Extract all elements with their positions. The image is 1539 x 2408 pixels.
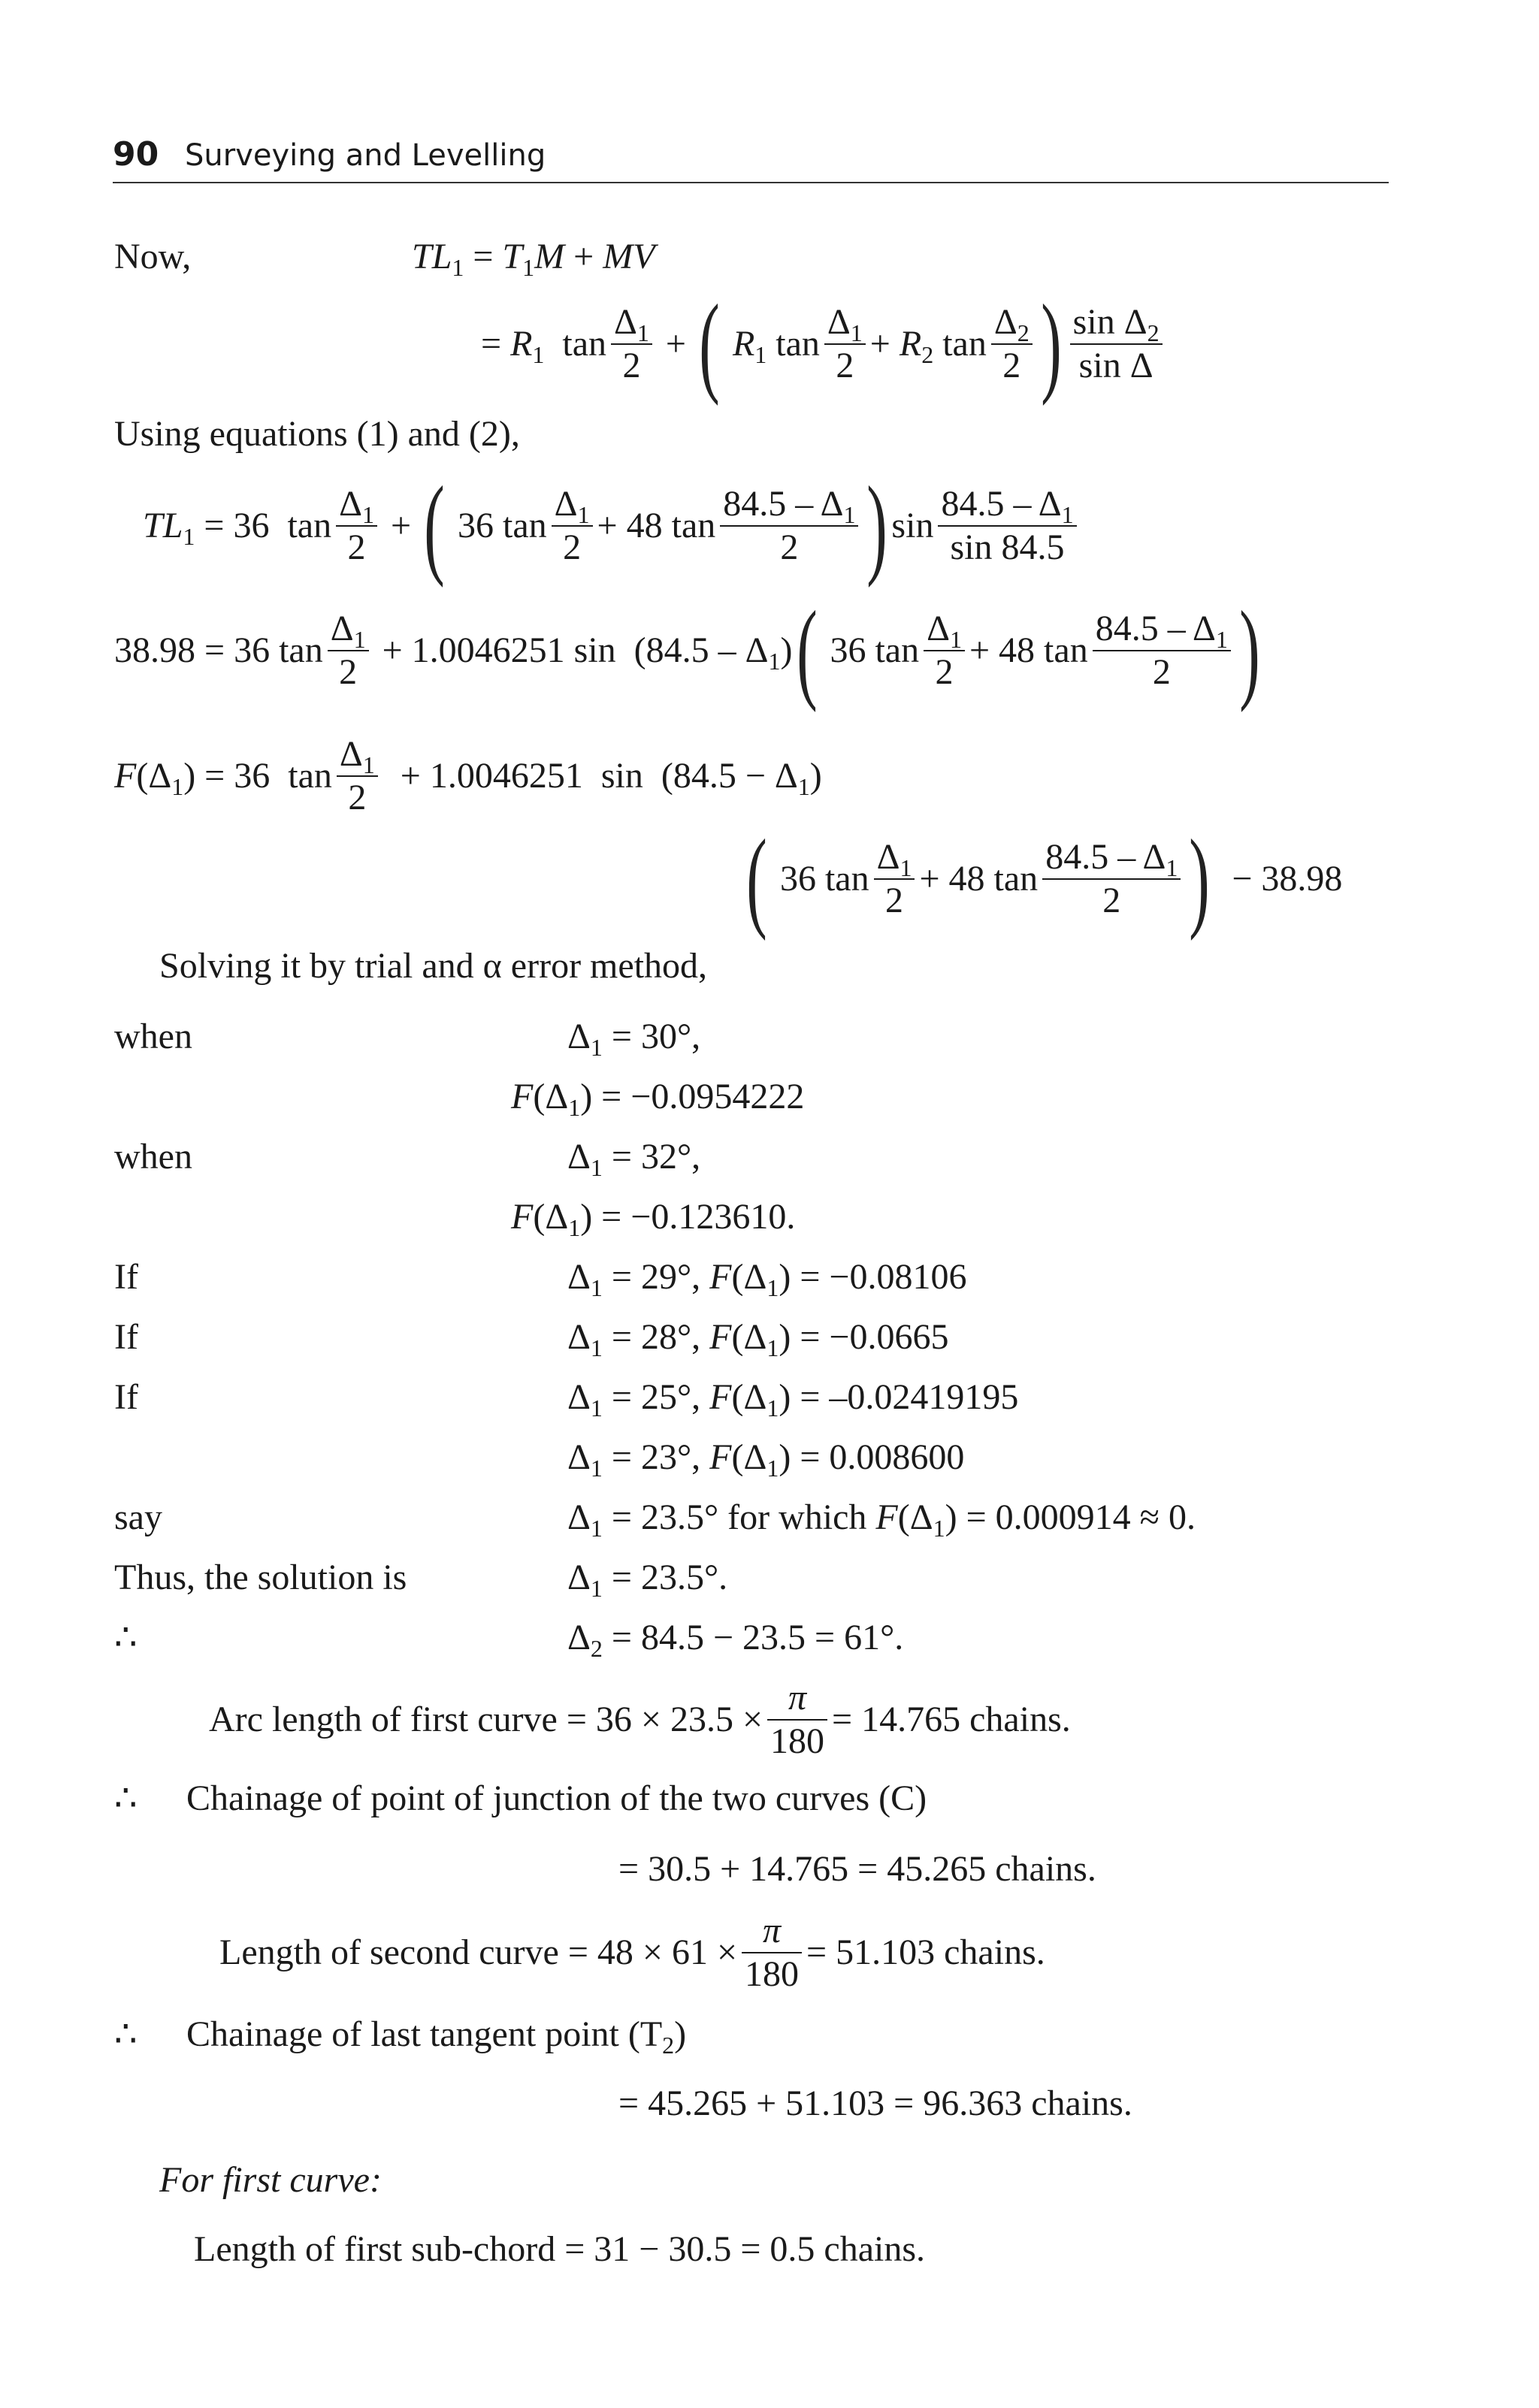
f-delta-continuation: ( 36 tan $\frac{\Delta_1}{2}$ + 48 tan $\frac{84.5 - \Delta_1}{2}$ ) − 38.98 (746, 817, 1343, 941)
using-equations: Using equations (1) and (2), (114, 414, 520, 454)
if-label-2: If (114, 1317, 138, 1357)
now-label: Now, (114, 237, 192, 276)
solving-text: Solving it by trial and α error method, (159, 946, 708, 986)
thus-label: Thus, the solution is (114, 1557, 407, 1597)
header-rule (113, 182, 1389, 183)
trial-28: $\Delta_1 = 28^\circ$, $F(\Delta_1) = -0.0665$ (567, 1317, 949, 1361)
arc-length-line: Arc length of first curve = 36 × 23.5 × $\frac{\pi}{180}$ = 14.765 chains. (209, 1678, 1071, 1761)
trial-d30: $\Delta_1 = 30^\circ$, (567, 1017, 701, 1061)
trial-25-angle: = 25°, (611, 1377, 701, 1417)
arc-length-text: Arc length of first curve = 36 × 23.5 × (209, 1699, 763, 1739)
second-length-text: Length of second curve = 48 × 61 × (219, 1932, 738, 1972)
tl1-numeric: $TL_1 = 36$ tan $\frac{\Delta_1}{2}$ + ( 36 tan $\frac{\Delta_1}{2}$ + 48 tan $\frac{84.5 - \Delta_1}{2}$ ) sin $\frac{84.5 - \Delta_1}{\sin 84.5}$ (143, 481, 1081, 571)
if-label-3: If (114, 1377, 138, 1417)
trial-28-value: = −0.0665 (800, 1317, 949, 1357)
trial-25: $\Delta_1 = 25^\circ$, $F(\Delta_1) = -0.02419195$ (567, 1377, 1019, 1422)
trial-f30-value: = −0.0954222 (601, 1077, 805, 1116)
sub-chord-length: Length of first sub-chord = 31 − 30.5 = 0.5 chains. (194, 2229, 926, 2269)
solution-delta1: $\Delta_1 = 23.5^\circ$. (567, 1557, 728, 1602)
chainage-junction: Chainage of point of junction of the two curves (C) (186, 1778, 927, 1818)
second-length-result: = 51.103 chains. (806, 1932, 1045, 1972)
solution-delta2: $\Delta_2 = 84.5 - 23.5 = 61^\circ$. (567, 1618, 904, 1662)
trial-235-angle: = 23.5° for which (611, 1497, 867, 1537)
trial-28-angle: = 28°, (611, 1317, 701, 1357)
therefore-symbol-3: ∴ (114, 2014, 138, 2054)
when-label-2: when (114, 1137, 192, 1177)
therefore-symbol-2: ∴ (114, 1778, 138, 1818)
chainage-last-text: Chainage of last tangent point (T (186, 2014, 663, 2054)
trial-23-angle: = 23°, (611, 1437, 701, 1477)
trial-29-value: = −0.08106 (800, 1257, 967, 1297)
therefore-symbol-1: ∴ (114, 1618, 138, 1657)
trial-f32-value: = −0.123610. (601, 1197, 796, 1237)
trial-d32: $\Delta_1 = 32^\circ$, (567, 1137, 701, 1181)
delta2-value: = 84.5 − 23.5 = 61°. (611, 1618, 904, 1657)
arc-length-result: = 14.765 chains. (832, 1699, 1071, 1739)
trial-23-value: = 0.008600 (800, 1437, 965, 1477)
running-title: Surveying and Levelling (185, 138, 546, 173)
for-first-curve: For first curve: (159, 2160, 382, 2200)
trial-f30: $F(\Delta_1) = -0.0954222$ (511, 1077, 805, 1121)
junction-result: = 30.5 + 14.765 = 45.265 chains. (618, 1849, 1096, 1889)
trial-d30-value: = 30°, (611, 1017, 701, 1056)
trial-29-angle: = 29°, (611, 1257, 701, 1297)
when-label-1: when (114, 1017, 192, 1056)
equation-3898: 38.98 = 36 tan $\frac{\Delta_1}{2}$ + 1.0046251 $\sin (84.5 - \Delta_1)$ ( 36 tan $\frac{\Delta_1}{2}$ + 48 tan $\frac{84.5 - \Delta_1}{2}$ ) (114, 588, 1260, 713)
trial-d32-value: = 32°, (611, 1137, 701, 1177)
page-number: 90 (113, 135, 159, 174)
trial-235-value: = 0.000914 ≈ 0. (966, 1497, 1196, 1537)
last-result: = 45.265 + 51.103 = 96.363 chains. (618, 2083, 1132, 2123)
chainage-last: Chainage of last tangent point $(T_2)$ (186, 2014, 687, 2059)
f-delta-definition: $F(\Delta_1) = 36$ tan $\frac{\Delta_1}{2}$ + 1.0046251 $\sin (84.5 - \Delta_1)$ (114, 734, 822, 817)
trial-29: $\Delta_1 = 29^\circ$, $F(\Delta_1) = -0.08106$ (567, 1257, 967, 1301)
if-label-1: If (114, 1257, 138, 1297)
trial-f32: $F(\Delta_1) = -0.123610$. (511, 1197, 796, 1241)
tl1-expansion: = $R_1$ tan $\frac{\Delta_1}{2}$ + ( $R_1$ tan $\frac{\Delta_1}{2}$ + $R_2$ tan $\frac{\Delta_2}{2}$ ) $\frac{\sin \Delta_2}{\text{sin Δ}}$ (481, 299, 1167, 389)
trial-23: $\Delta_1 = 23^\circ$, $F(\Delta_1) = 0.008600$ (567, 1437, 965, 1482)
second-curve-line: Length of second curve = 48 × 61 × $\frac{\pi}{180}$ = 51.103 chains. (219, 1911, 1045, 1994)
trial-235: $\Delta_1 = 23.5^\circ$ for which $F(\Delta_1) = 0.000914 \approx 0$. (567, 1497, 1196, 1542)
tl1-definition: $TL_1 = T_1M$ + MV (412, 237, 655, 281)
say-label: say (114, 1497, 162, 1537)
solution-value: = 23.5°. (611, 1557, 728, 1597)
trial-25-value: = –0.02419195 (800, 1377, 1019, 1417)
